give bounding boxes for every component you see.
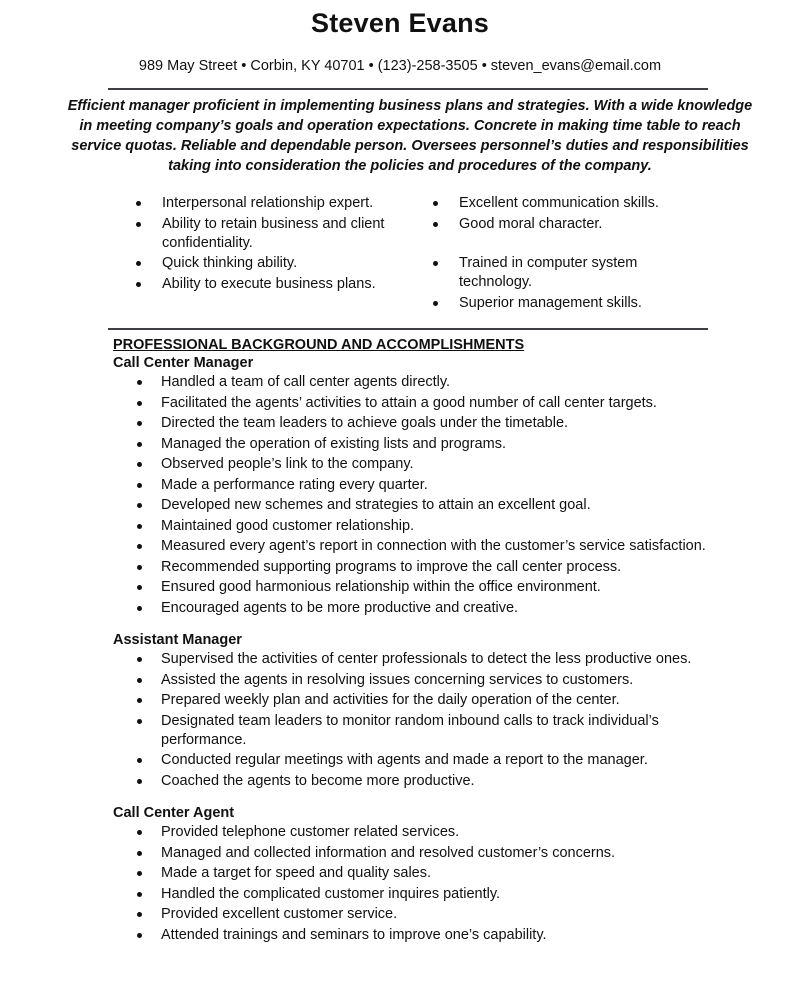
header-divider xyxy=(108,88,708,90)
list-item: Directed the team leaders to achieve goals under the timetable. xyxy=(113,414,713,433)
skill-item: Ability to execute business plans. xyxy=(128,275,408,294)
section-divider xyxy=(108,328,708,330)
skill-item: Quick thinking ability. xyxy=(128,254,408,273)
bullet-icon xyxy=(137,779,142,784)
bullet-icon xyxy=(137,678,142,683)
bullet-icon xyxy=(137,830,142,835)
list-item: Managed the operation of existing lists and programs. xyxy=(113,435,713,454)
job-bullets xyxy=(113,650,713,791)
bullet-icon xyxy=(137,892,142,897)
list-item: Designated team leaders to monitor random inbound calls to track individual’s performance. xyxy=(113,712,713,750)
list-item: Provided telephone customer related services. xyxy=(113,823,713,842)
list-item: Coached the agents to become more productive. xyxy=(113,772,713,791)
skills-column-right xyxy=(425,194,705,314)
job-title: Call Center Agent xyxy=(113,805,235,821)
bullet-icon xyxy=(137,565,142,570)
bullet-icon xyxy=(137,585,142,590)
bullet-icon xyxy=(136,282,141,287)
bullet-icon xyxy=(136,261,141,266)
list-item: Handled a team of call center agents directly. xyxy=(113,373,713,392)
skill-item: Good moral character. xyxy=(425,215,705,234)
bullet-icon xyxy=(433,201,438,206)
bullet-icon xyxy=(136,201,141,206)
bullet-icon xyxy=(137,442,142,447)
bullet-icon xyxy=(433,261,438,266)
bullet-icon xyxy=(137,851,142,856)
list-item: Assisted the agents in resolving issues concerning services to customers. xyxy=(113,671,713,690)
skill-item: Superior management skills. xyxy=(425,294,705,313)
list-item: Handled the complicated customer inquires patiently. xyxy=(113,885,713,904)
bullet-icon xyxy=(137,462,142,467)
bullet-icon xyxy=(137,524,142,529)
bullet-icon xyxy=(137,912,142,917)
skill-item: Excellent communication skills. xyxy=(425,194,705,213)
experience-section xyxy=(113,336,713,946)
bullet-icon xyxy=(136,222,141,227)
list-item: Supervised the activities of center professionals to detect the less productive ones. xyxy=(113,650,713,669)
job-title: Call Center Manager xyxy=(113,355,254,371)
professional-summary: Efficient manager proficient in implementing business plans and strategies. With a wide knowledge in meeting company’s goals and operation expectations. Concrete in making time table to reach service quotas. Reliable and dependable person. Oversees personnel’s duties and responsibilities taking into consideration the policies and procedures of the company. xyxy=(67,98,753,174)
list-item: Attended trainings and seminars to improve one’s capability. xyxy=(113,926,713,945)
skills-column-left xyxy=(128,194,408,295)
bullet-icon xyxy=(137,503,142,508)
bullet-icon xyxy=(433,301,438,306)
list-item: Provided excellent customer service. xyxy=(113,905,713,924)
spacer xyxy=(113,619,713,631)
list-item: Maintained good customer relationship. xyxy=(113,517,713,536)
list-item: Made a performance rating every quarter. xyxy=(113,476,713,495)
bullet-icon xyxy=(137,758,142,763)
job-bullets xyxy=(113,823,713,945)
skill-item: Ability to retain business and client confidentiality. xyxy=(128,215,408,253)
list-item: Prepared weekly plan and activities for the daily operation of the center. xyxy=(113,691,713,710)
list-item: Conducted regular meetings with agents and made a report to the manager. xyxy=(113,751,713,770)
bullet-icon xyxy=(137,606,142,611)
bullet-icon xyxy=(137,719,142,724)
bullet-icon xyxy=(137,657,142,662)
bullet-icon xyxy=(137,698,142,703)
list-item: Recommended supporting programs to improve the call center process. xyxy=(113,558,713,577)
list-item: Made a target for speed and quality sales. xyxy=(113,864,713,883)
list-item: Managed and collected information and resolved customer’s concerns. xyxy=(113,844,713,863)
bullet-icon xyxy=(137,483,142,488)
list-item: Ensured good harmonious relationship within the office environment. xyxy=(113,578,713,597)
bullet-icon xyxy=(137,933,142,938)
bullet-icon xyxy=(433,222,438,227)
section-title: PROFESSIONAL BACKGROUND AND ACCOMPLISHMENTS xyxy=(113,337,525,353)
list-item: Developed new schemes and strategies to attain an excellent goal. xyxy=(113,496,713,515)
skill-item: Trained in computer system technology. xyxy=(425,254,705,292)
list-item: Encouraged agents to be more productive and creative. xyxy=(113,599,713,618)
bullet-icon xyxy=(137,380,142,385)
bullet-icon xyxy=(137,871,142,876)
bullet-icon xyxy=(137,544,142,549)
list-item: Observed people’s link to the company. xyxy=(113,455,713,474)
spacer xyxy=(425,235,705,254)
list-item: Facilitated the agents’ activities to attain a good number of call center targets. xyxy=(113,394,713,413)
job-title: Assistant Manager xyxy=(113,632,242,648)
job-bullets xyxy=(113,373,713,618)
spacer xyxy=(113,792,713,804)
bullet-icon xyxy=(137,421,142,426)
bullet-icon xyxy=(137,401,142,406)
skill-item: Interpersonal relationship expert. xyxy=(128,194,408,213)
contact-line: 989 May Street • Corbin, KY 40701 • (123)-258-3505 • steven_evans@email.com xyxy=(138,58,662,74)
list-item: Measured every agent’s report in connection with the customer’s service satisfaction. xyxy=(113,537,713,556)
resume-name: Steven Evans xyxy=(311,8,489,38)
